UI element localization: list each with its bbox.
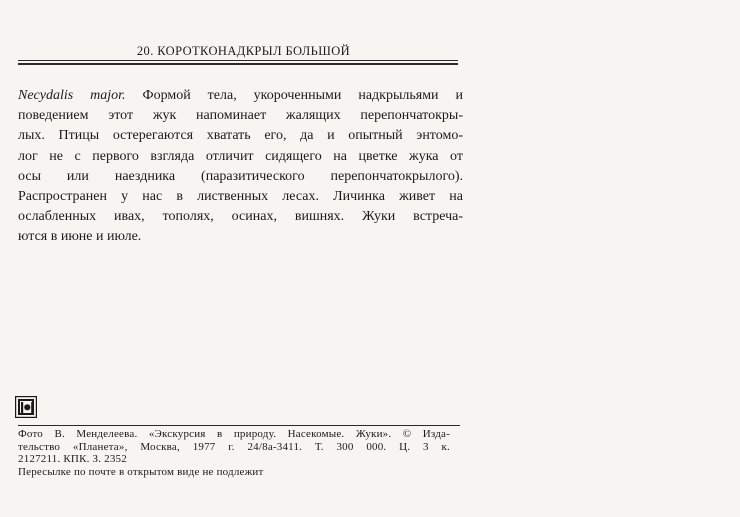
imprint-text	[18, 428, 450, 478]
latin-species-name: Necydalis major.	[18, 88, 126, 103]
publisher-logo-icon	[15, 396, 37, 418]
description-line-1-rest: Формой тела, укороченными надкрыльями и	[125, 88, 463, 103]
imprint-line-2: тельство «Планета», Москва, 1977 г. 24/8а-3411. Т. 300 000. Ц. 3 к.	[18, 440, 450, 453]
description-text	[18, 86, 463, 248]
description-line-3: лых. Птицы остерегаются хватать его, да и опытный энтомо-	[18, 128, 463, 144]
imprint-line-3: 2127211. КПК. З. 2352	[18, 453, 127, 465]
description-line-7: ослабленных ивах, тополях, осинах, вишнях. Жуки встреча-	[18, 209, 463, 225]
imprint-line-4: Пересылке по почте в открытом виде не подлежит	[18, 465, 264, 478]
description-line-2: поведением этот жук напоминает жалящих перепончатокры-	[18, 108, 463, 124]
header-divider-thick	[18, 63, 458, 65]
imprint-line-1: Фото В. Менделеева. «Экскурсия в природу. Насекомые. Жуки». © Изда-	[18, 428, 450, 440]
footer-divider	[18, 425, 460, 426]
card-title: 20. КОРОТКОНАДКРЫЛ БОЛЬШОЙ	[136, 44, 351, 58]
description-line-1	[18, 86, 463, 106]
description-line-6: Распространен у нас в лиственных лесах. Личинка живет на	[18, 189, 463, 205]
description-line-5: осы или наездника (паразитического перепончатокрылого).	[18, 168, 463, 184]
header-divider-thin	[18, 60, 458, 61]
description-line-4: лог не с первого взгляда отличит сидящего на цветке жука от	[18, 148, 463, 164]
description-line-8: ются в июне и июле.	[18, 229, 142, 245]
